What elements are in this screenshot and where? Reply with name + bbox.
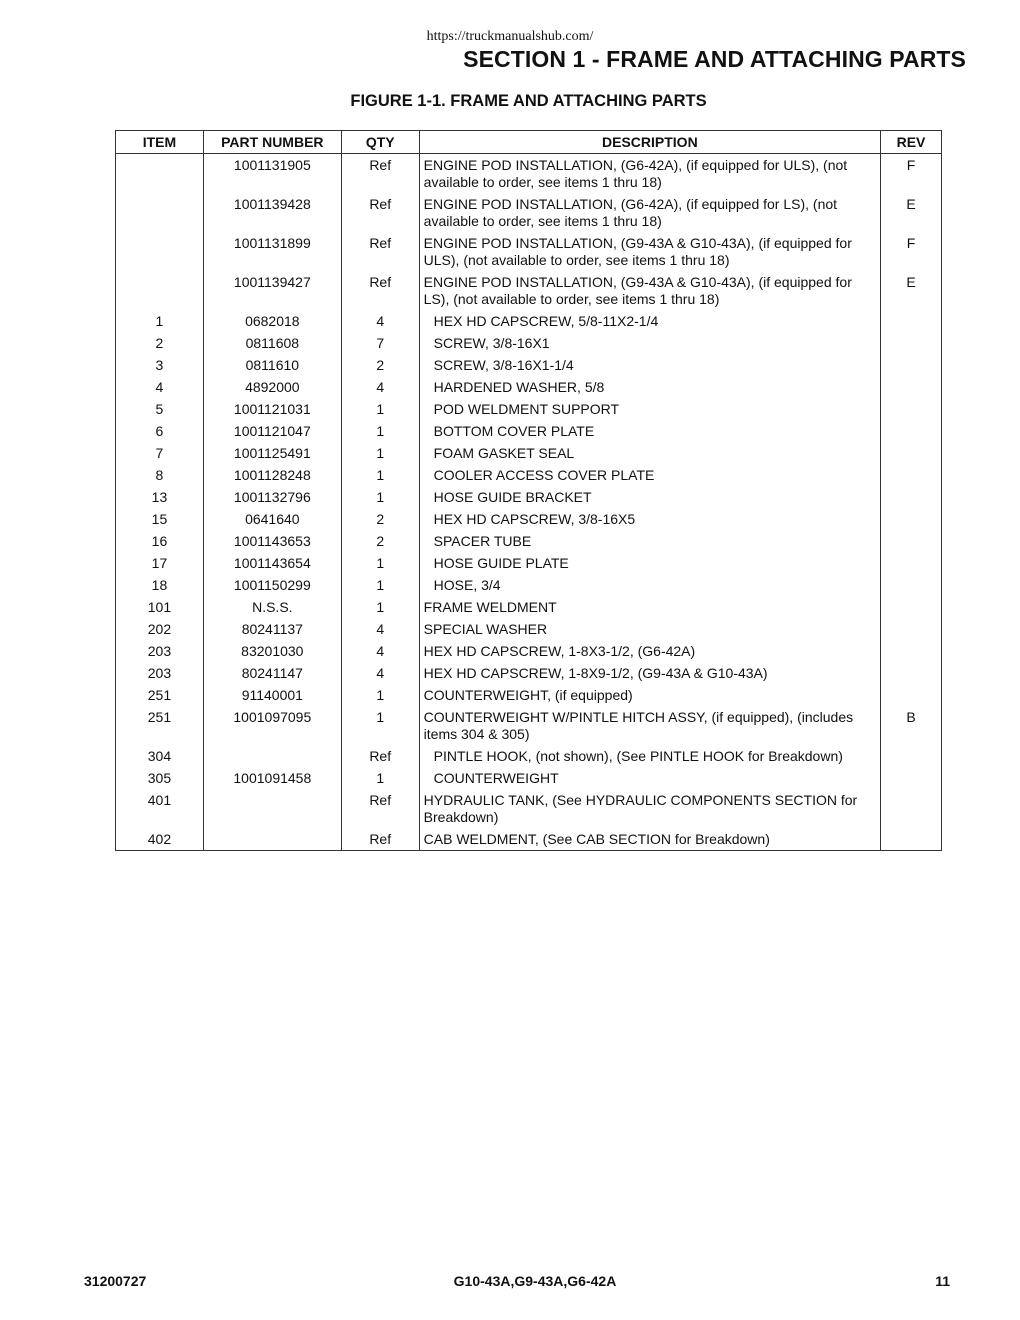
table-row [116,486,942,508]
table-row [116,618,942,640]
cell-part-number: 91140001 [203,684,341,706]
cell-rev [881,398,942,420]
cell-part-number: 0811608 [203,332,341,354]
cell-description: ENGINE POD INSTALLATION, (G9-43A & G10-43A), (if equipped for ULS), (not available to order, see items 1 thru 18) [419,232,880,271]
cell-part-number: 1001121031 [203,398,341,420]
cell-rev [881,376,942,398]
column-header-description: DESCRIPTION [419,131,880,154]
cell-description: HOSE GUIDE BRACKET [419,486,880,508]
cell-qty: Ref [341,745,419,767]
cell-item: 203 [116,640,204,662]
cell-description: SPACER TUBE [419,530,880,552]
cell-rev [881,332,942,354]
cell-part-number [203,828,341,851]
cell-description: ENGINE POD INSTALLATION, (G6-42A), (if equipped for LS), (not available to order, see items 1 thru 18) [419,193,880,232]
table-row [116,310,942,332]
table-row [116,789,942,828]
table-row [116,552,942,574]
cell-description: FRAME WELDMENT [419,596,880,618]
table-header-row [116,131,942,154]
table-row [116,745,942,767]
table-row [116,530,942,552]
cell-rev [881,789,942,828]
cell-description: FOAM GASKET SEAL [419,442,880,464]
cell-qty: 4 [341,310,419,332]
cell-rev: E [881,271,942,310]
cell-qty: Ref [341,271,419,310]
cell-part-number: 1001143653 [203,530,341,552]
cell-description: SPECIAL WASHER [419,618,880,640]
cell-description: BOTTOM COVER PLATE [419,420,880,442]
cell-rev [881,684,942,706]
cell-part-number: N.S.S. [203,596,341,618]
cell-item: 401 [116,789,204,828]
table-row [116,706,942,745]
cell-description: COOLER ACCESS COVER PLATE [419,464,880,486]
cell-rev [881,420,942,442]
cell-part-number: 1001091458 [203,767,341,789]
table-row [116,376,942,398]
cell-rev: E [881,193,942,232]
cell-item: 402 [116,828,204,851]
cell-item: 101 [116,596,204,618]
cell-description: HEX HD CAPSCREW, 1-8X3-1/2, (G6-42A) [419,640,880,662]
cell-qty: 1 [341,442,419,464]
cell-qty: 4 [341,640,419,662]
cell-description: COUNTERWEIGHT W/PINTLE HITCH ASSY, (if equipped), (includes items 304 & 305) [419,706,880,745]
footer-doc-number: 31200727 [84,1273,147,1289]
cell-item: 202 [116,618,204,640]
cell-qty: Ref [341,828,419,851]
cell-part-number: 1001132796 [203,486,341,508]
cell-part-number [203,745,341,767]
cell-qty: Ref [341,789,419,828]
cell-rev [881,640,942,662]
table-row [116,508,942,530]
cell-rev [881,508,942,530]
cell-item: 18 [116,574,204,596]
cell-description: HOSE, 3/4 [419,574,880,596]
cell-qty: 7 [341,332,419,354]
cell-qty: Ref [341,232,419,271]
cell-description: ENGINE POD INSTALLATION, (G6-42A), (if equipped for ULS), (not available to order, see items 1 thru 18) [419,154,880,194]
cell-rev [881,767,942,789]
cell-rev: F [881,232,942,271]
parts-table [115,130,942,851]
cell-rev: F [881,154,942,194]
table-row [116,574,942,596]
table-row [116,271,942,310]
cell-part-number: 1001128248 [203,464,341,486]
column-header-qty: QTY [341,131,419,154]
cell-rev [881,662,942,684]
cell-item: 2 [116,332,204,354]
cell-qty: 1 [341,596,419,618]
cell-item: 6 [116,420,204,442]
cell-item: 5 [116,398,204,420]
cell-item: 251 [116,706,204,745]
cell-item: 305 [116,767,204,789]
cell-qty: 4 [341,662,419,684]
table-row [116,464,942,486]
cell-qty: 4 [341,376,419,398]
table-body [116,154,942,851]
cell-item: 15 [116,508,204,530]
column-header-item: ITEM [116,131,204,154]
cell-description: HEX HD CAPSCREW, 3/8-16X5 [419,508,880,530]
cell-part-number: 1001139428 [203,193,341,232]
cell-item: 7 [116,442,204,464]
cell-description: HOSE GUIDE PLATE [419,552,880,574]
cell-item: 203 [116,662,204,684]
cell-qty: 1 [341,552,419,574]
cell-part-number: 0682018 [203,310,341,332]
cell-part-number [203,789,341,828]
cell-qty: 1 [341,706,419,745]
table-row [116,232,942,271]
cell-rev [881,442,942,464]
cell-description: HEX HD CAPSCREW, 1-8X9-1/2, (G9-43A & G10-43A) [419,662,880,684]
cell-rev [881,574,942,596]
cell-item [116,232,204,271]
cell-rev [881,464,942,486]
cell-item: 304 [116,745,204,767]
cell-qty: 1 [341,398,419,420]
column-header-rev: REV [881,131,942,154]
cell-item: 251 [116,684,204,706]
cell-item: 3 [116,354,204,376]
column-header-part-number: PART NUMBER [203,131,341,154]
source-url: https://truckmanualshub.com/ [426,29,594,44]
table-row [116,193,942,232]
cell-qty: 1 [341,420,419,442]
cell-rev [881,828,942,851]
cell-qty: 2 [341,530,419,552]
cell-item: 1 [116,310,204,332]
cell-rev [881,354,942,376]
table-row [116,640,942,662]
table-row [116,442,942,464]
cell-part-number: 0641640 [203,508,341,530]
cell-part-number: 1001131899 [203,232,341,271]
cell-part-number: 80241137 [203,618,341,640]
table-row [116,420,942,442]
cell-qty: 1 [341,684,419,706]
cell-rev [881,552,942,574]
cell-qty: 1 [341,767,419,789]
cell-item [116,271,204,310]
cell-part-number: 1001121047 [203,420,341,442]
cell-rev [881,745,942,767]
cell-qty: Ref [341,193,419,232]
cell-description: SCREW, 3/8-16X1-1/4 [419,354,880,376]
table-row [116,154,942,194]
cell-part-number: 1001097095 [203,706,341,745]
cell-rev [881,596,942,618]
table-row [116,354,942,376]
cell-qty: 1 [341,464,419,486]
cell-part-number: 83201030 [203,640,341,662]
cell-part-number: 1001125491 [203,442,341,464]
cell-rev [881,530,942,552]
cell-item: 17 [116,552,204,574]
section-title: SECTION 1 - FRAME AND ATTACHING PARTS [463,46,966,72]
cell-qty: 2 [341,354,419,376]
cell-rev [881,618,942,640]
cell-item [116,193,204,232]
cell-description: PINTLE HOOK, (not shown), (See PINTLE HOOK for Breakdown) [419,745,880,767]
cell-item: 4 [116,376,204,398]
cell-rev [881,310,942,332]
footer-page-number: 11 [935,1273,950,1289]
cell-description: SCREW, 3/8-16X1 [419,332,880,354]
cell-qty: 4 [341,618,419,640]
cell-description: COUNTERWEIGHT [419,767,880,789]
table-row [116,828,942,851]
cell-item: 8 [116,464,204,486]
cell-rev [881,486,942,508]
cell-part-number: 4892000 [203,376,341,398]
table-row [116,332,942,354]
table-row [116,398,942,420]
cell-part-number: 80241147 [203,662,341,684]
cell-qty: Ref [341,154,419,194]
cell-description: CAB WELDMENT, (See CAB SECTION for Breakdown) [419,828,880,851]
cell-item: 16 [116,530,204,552]
figure-title: FIGURE 1-1. FRAME AND ATTACHING PARTS [350,92,707,110]
cell-qty: 1 [341,486,419,508]
cell-item [116,154,204,194]
cell-description: COUNTERWEIGHT, (if equipped) [419,684,880,706]
cell-part-number: 0811610 [203,354,341,376]
table-row [116,662,942,684]
cell-item: 13 [116,486,204,508]
cell-rev: B [881,706,942,745]
cell-description: HYDRAULIC TANK, (See HYDRAULIC COMPONENTS SECTION for Breakdown) [419,789,880,828]
cell-qty: 2 [341,508,419,530]
cell-part-number: 1001143654 [203,552,341,574]
table-row [116,684,942,706]
footer-models: G10-43A,G9-43A,G6-42A [453,1273,617,1289]
cell-part-number: 1001131905 [203,154,341,194]
table-row [116,596,942,618]
cell-qty: 1 [341,574,419,596]
cell-part-number: 1001139427 [203,271,341,310]
cell-description: POD WELDMENT SUPPORT [419,398,880,420]
cell-description: ENGINE POD INSTALLATION, (G9-43A & G10-43A), (if equipped for LS), (not available to order, see items 1 thru 18) [419,271,880,310]
table-row [116,767,942,789]
cell-description: HEX HD CAPSCREW, 5/8-11X2-1/4 [419,310,880,332]
cell-description: HARDENED WASHER, 5/8 [419,376,880,398]
cell-part-number: 1001150299 [203,574,341,596]
